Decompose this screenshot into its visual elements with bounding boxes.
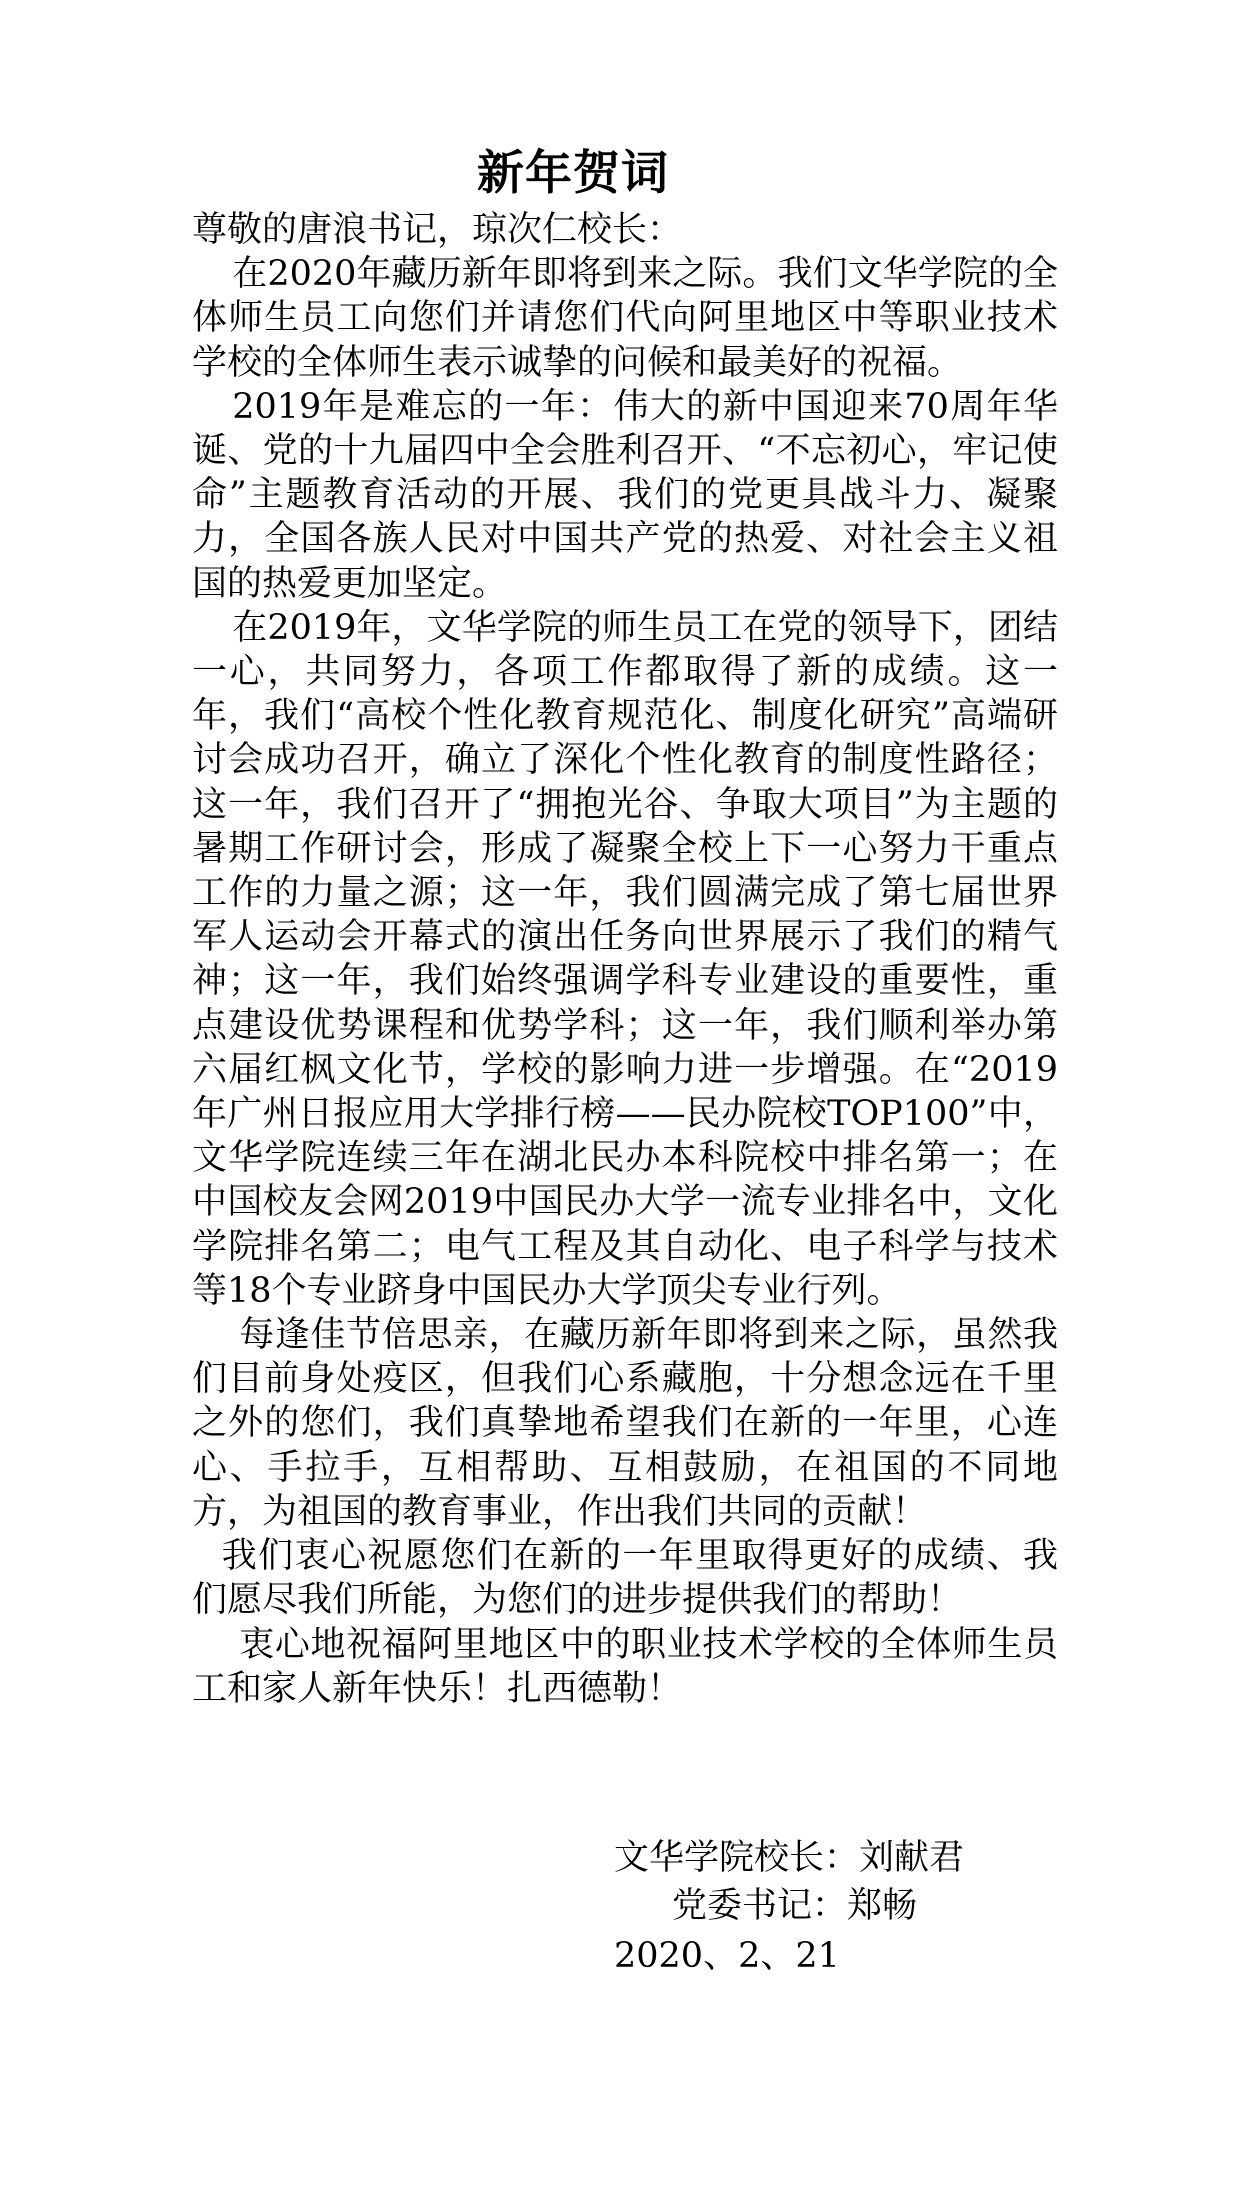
salutation: 尊敬的唐浪书记，琼次仁校长： [192, 210, 683, 250]
paragraph-blessing: 衷心地祝福阿里地区中的职业技术学校的全体师生员工和家人新年快乐！扎西德勒！ [192, 1624, 1058, 1709]
paragraph-greeting: 在2020年藏历新年即将到来之际。我们文华学院的全体师生员工向您们并请您们代向阿里地区中等职业技术学校的全体师生表示诚挚的问候和最美好的祝福。 [192, 254, 1058, 383]
paragraph-achievements: 在2019年，文华学院的师生员工在党的领导下，团结一心，共同努力，各项工作都取得了新的成绩。这一年，我们“高校个性化教育规范化、制度化研究”高端研讨会成功召开，确立了深化个性化教育的制度性路径；这一年，我们召开了“拥抱光谷、争取大项目”为主题的暑期工作研讨会，形成了凝聚全校上下一心努力干重点工作的力量之源；这一年，我们圆满完成了第七届世界军人运动会开幕式的演出任务向世界展示了我们的精气神；这一年，我们始终强调学科专业建设的重要性，重点建设优势课程和优势学科；这一年，我们顺利举办第六届红枫文化节，学校的影响力进一步增强。在“2019年广州日报应用大学排行榜——民办院校TOP100”中，文华学院连续三年在湖北民办本科院校中排名第一；在中国校友会网2019中国民办大学一流专业排名中，文化学院排名第二；电气工程及其自动化、电子科学与技术等18个专业跻身中国民办大学顶尖专业行列。 [192, 607, 1058, 1311]
paragraph-missing-you: 每逢佳节倍思亲，在藏历新年即将到来之际，虽然我们目前身处疫区，但我们心系藏胞，十分想念远在千里之外的您们，我们真挚地希望我们在新的一年里，心连心、手拉手，互相帮助、互相鼓励，在祖国的不同地方，为祖国的教育事业，作出我们共同的贡献！ [192, 1315, 1058, 1532]
signature-president: 文华学院校长：刘献君 [614, 1838, 965, 1878]
letter-body [192, 208, 1058, 1711]
letter-title: 新年贺词 [477, 146, 669, 201]
signature-party-secretary: 党委书记：郑畅 [672, 1886, 918, 1926]
paragraph-2019-review: 2019年是难忘的一年：伟大的新中国迎来70周年华诞、党的十九届四中全会胜利召开、“不忘初心，牢记使命”主题教育活动的开展、我们的党更具战斗力、凝聚力，全国各族人民对中国共产党的热爱、对社会主义祖国的热爱更加坚定。 [192, 386, 1058, 604]
signature-date: 2020、2、21 [614, 1936, 840, 1976]
paragraph-wishes: 我们衷心祝愿您们在新的一年里取得更好的成绩、我们愿尽我们所能，为您们的进步提供我们的帮助！ [192, 1536, 1058, 1621]
